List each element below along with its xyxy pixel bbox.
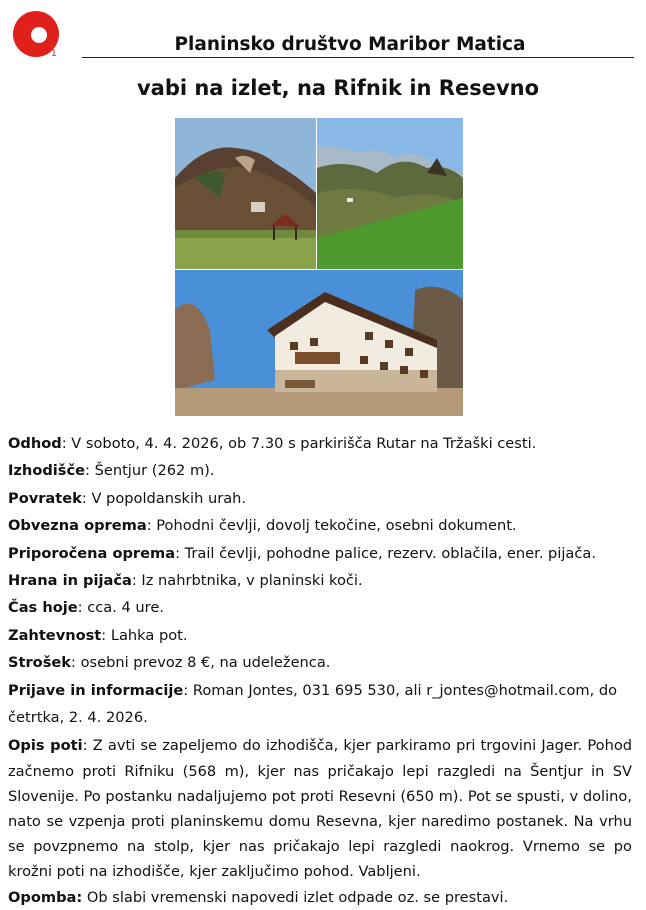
detail-strosek: Strošek: osebni prevoz 8 €, na udeleženca. xyxy=(8,654,331,672)
photo-rifnik-hill xyxy=(175,118,316,269)
detail-odhod: Odhod: V soboto, 4. 4. 2026, ob 7.30 s parkirišča Rutar na Tržaški cesti. xyxy=(8,435,537,452)
logo-number: 1 xyxy=(51,49,57,59)
page-subtitle: vabi na izlet, na Rifnik in Resevno xyxy=(136,76,540,100)
detail-hrana: Hrana in pijača: Iz nahrbtnika, v planinski koči. xyxy=(8,572,363,590)
detail-povratek: Povratek: V popoldanskih urah. xyxy=(8,489,247,507)
detail-prijave: Prijave in informacije: Roman Jontes, 031 695 530, ali r_jontes@hotmail.com, do četrtka, 2. 4. 2026. xyxy=(8,681,618,727)
detail-zahtevnost: Zahtevnost: Lahka pot. xyxy=(8,626,188,644)
detail-opis-poti: Opis poti: Z avti se zapeljemo do izhodišča, kjer parkiramo pri trgovini Jager. Pohod začnemo proti Rifniku (568 m), kjer nas pričakajo lepi razgledi na Šentjur in SV Slovenije. Po postanku nadaljujemo pot proti Resevni (650 m). Pot se spusti, v dolino, nato se vzpenja proti planinskemu domu Resevna, kjer naredimo postanek. Na vrhu se povzpnemo na stolp, kjer nas pričakajo lepi razgledi naokrog. Vrnemo se po krožni poti na izhodišče, kjer zaključimo pohod. Vabljeni. xyxy=(8,737,633,881)
detail-priporocena-oprema: Priporočena oprema: Trail čevlji, pohodne palice, rezerv. oblačila, ener. pijača. xyxy=(8,544,596,562)
trip-details xyxy=(8,430,632,910)
photo-green-hills xyxy=(317,118,463,269)
organization-title: Planinsko društvo Maribor Matica xyxy=(174,34,526,55)
detail-izhodisce: Izhodišče: Šentjur (262 m). xyxy=(8,462,215,480)
detail-obvezna-oprema: Obvezna oprema: Pohodni čevlji, dovolj tekočine, osebni dokument. xyxy=(8,517,517,535)
detail-cas-hoje: Čas hoje: cca. 4 ure. xyxy=(8,599,164,617)
header-divider xyxy=(82,57,634,58)
photo-resevna-hut xyxy=(175,270,463,416)
detail-opomba: Opomba: Ob slabi vremenski napovedi izlet odpade oz. se prestavi. xyxy=(8,888,509,906)
